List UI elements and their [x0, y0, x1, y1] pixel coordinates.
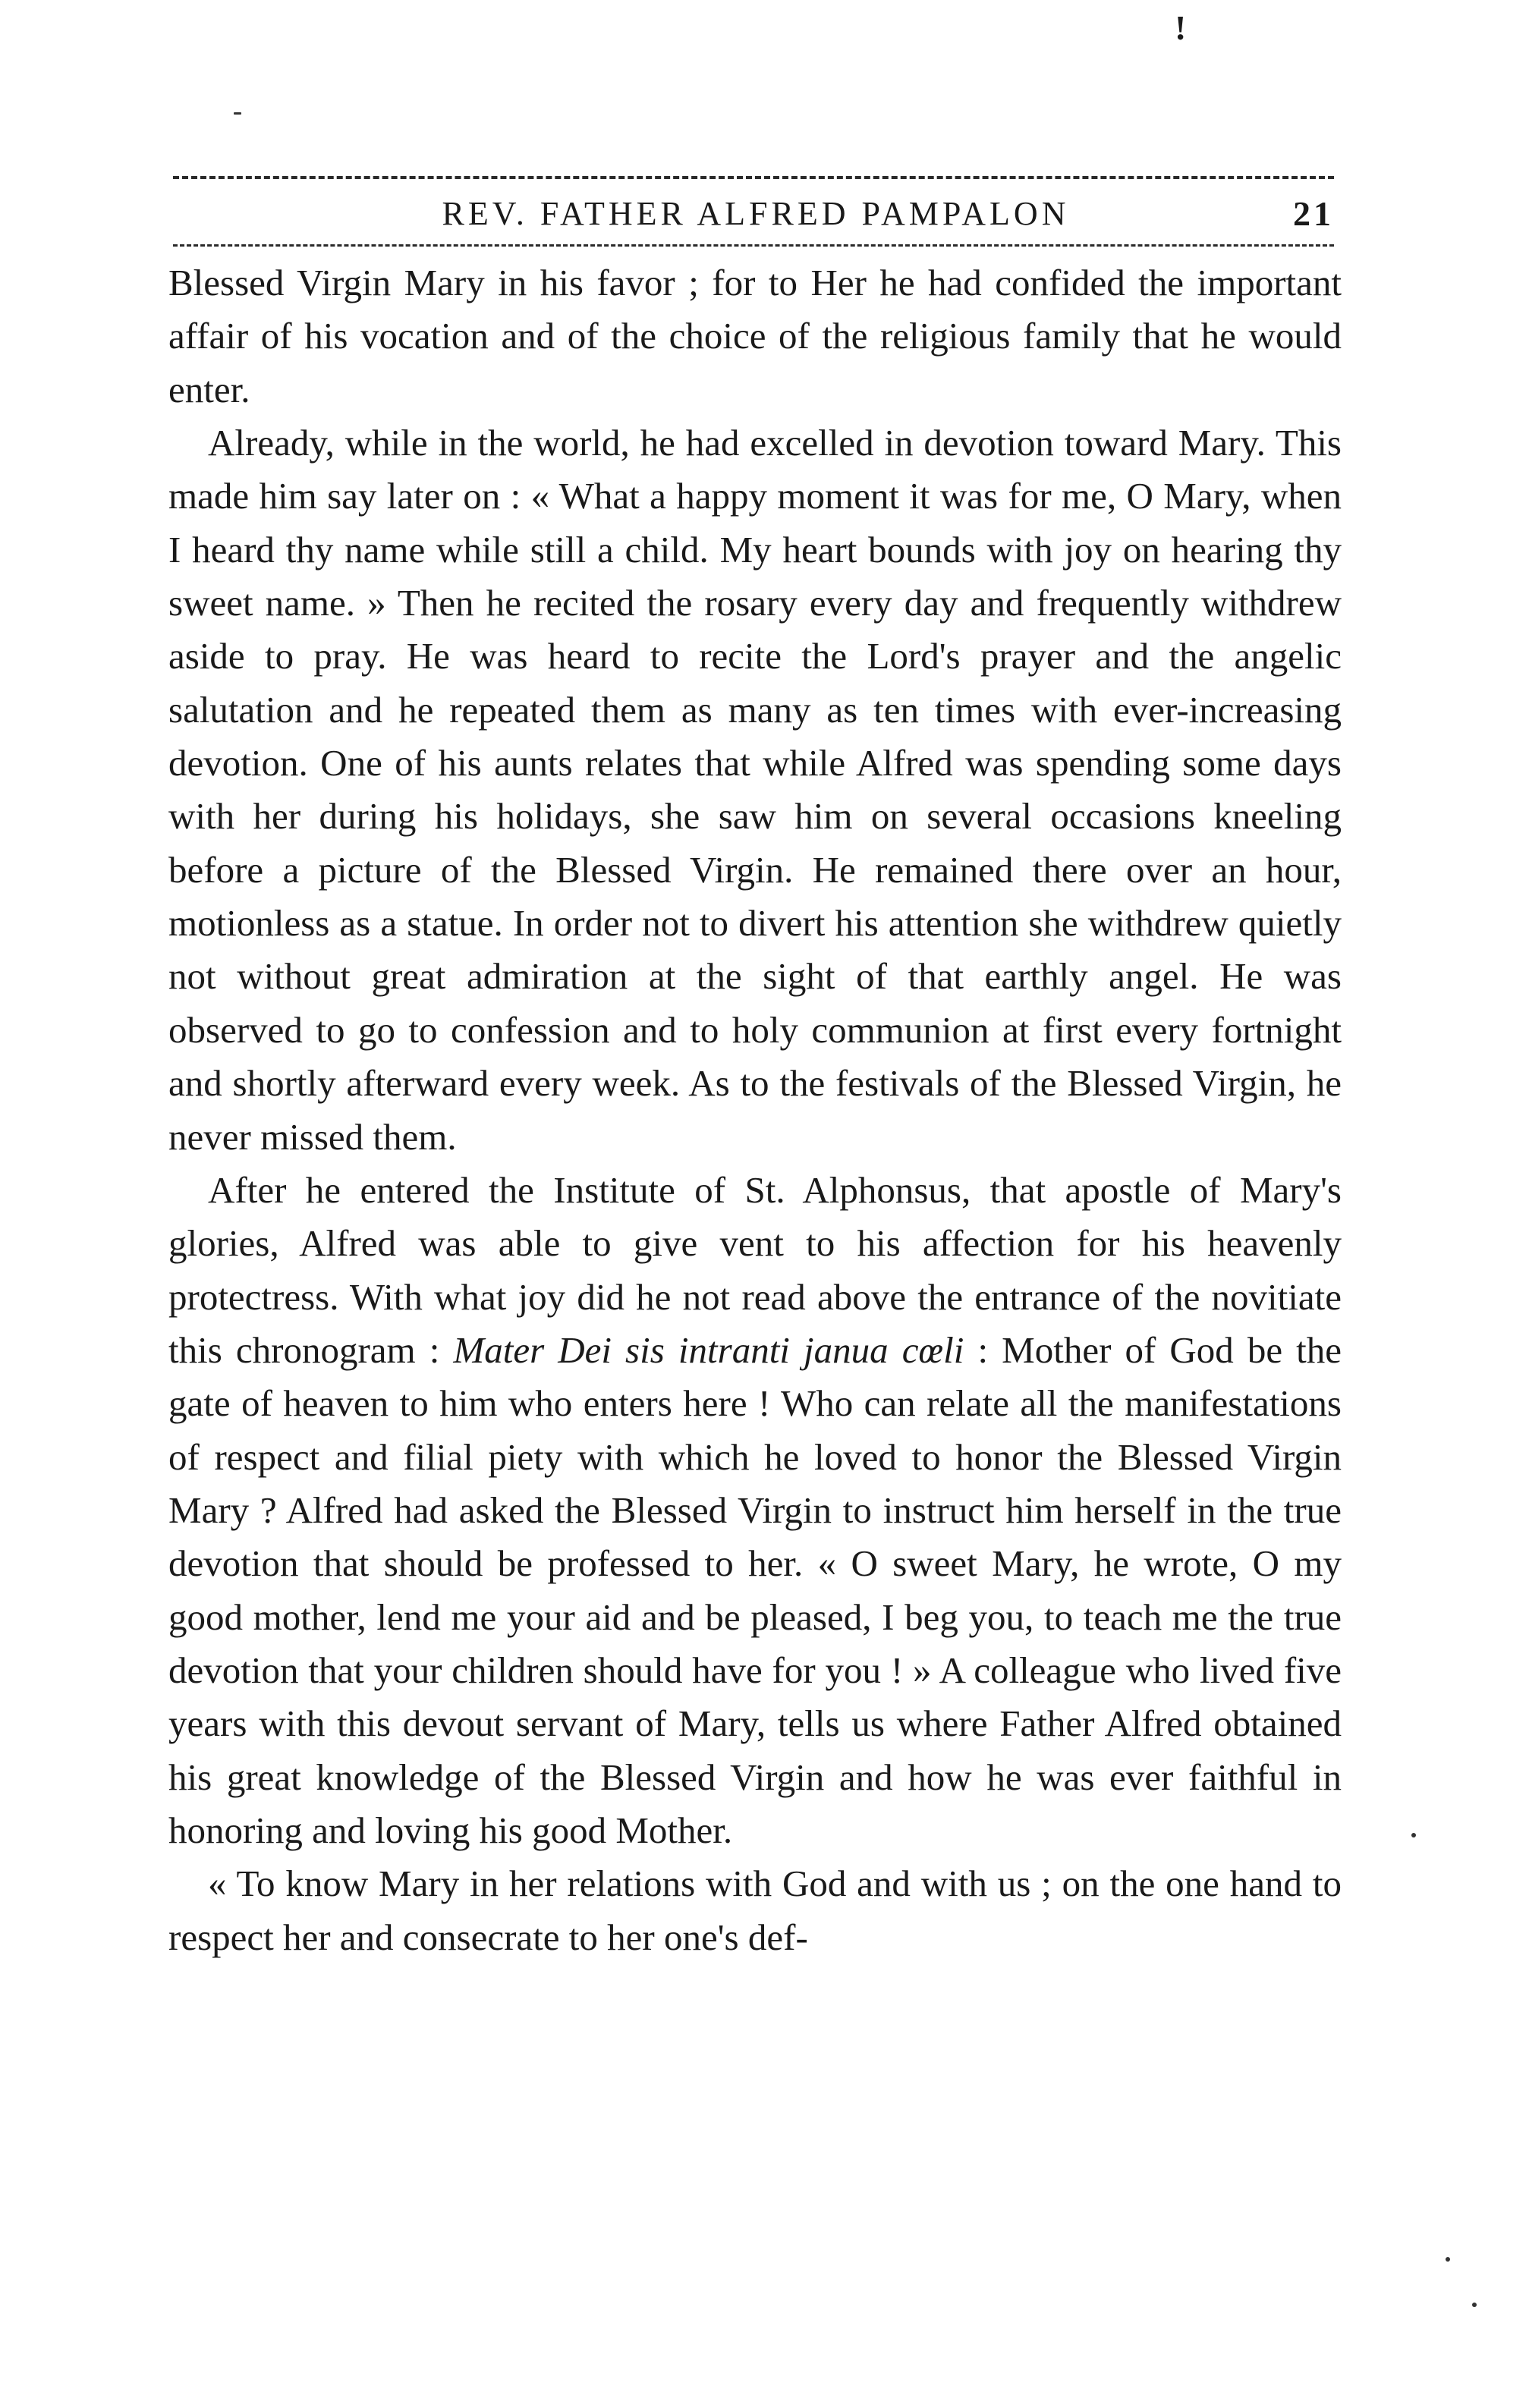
paragraph-3-rest: : Mother of God be the gate of heaven to him who enters here ! Who can relate all the manifestations of respect and filial piety with which he loved to honor the Blessed Virgin Mary ? Alfred had asked the Blessed Virgin to instruct him herself in the true devotion that should be professed to her. « O sweet Mary, he wrote, O my good mother, lend me your aid and be pleased, I beg you, to teach me the true devotion that your children should have for you ! » A colleague who lived five years with this devout servant of Mary, tells us where Father Alfred obtained his great knowledge of the Blessed Virgin and how he was ever faithful in honoring and loving his good Mother.: [168, 1328, 1342, 1851]
running-title: REV. FATHER ALFRED PAMPALON: [442, 194, 1070, 232]
corner-mark: !: [1175, 8, 1187, 47]
scan-speck: [1446, 2257, 1450, 2262]
scan-speck: [1472, 2303, 1477, 2307]
header-rule-top: [173, 176, 1334, 179]
paragraph-3-lead: After he entered the Institute of St. Alphonsus, that apostle of Mary's glories, Alfred was able to give vent to his affection for his heavenly protectress. With what joy did he not read above the entrance of the novitiate this chronogram :: [168, 1168, 1342, 1371]
latin-chronogram: Mater Dei sis intranti janua cœli: [453, 1328, 964, 1371]
paragraph-2: Already, while in the world, he had excelled in devotion toward Mary. This made him say later on : « What a happy moment it was for me, O Mary, when I heard thy name while still a child. My heart bounds with joy on hearing thy sweet name. » Then he recited the rosary every day and frequently withdrew aside to pray. He was heard to recite the Lord's prayer and the angelic salutation and he repeated them as many as ten times with ever-increasing devotion. One of his aunts relates that while Alfred was spending some days with her during his holidays, she saw him on several occasions kneeling before a picture of the Blessed Virgin. He remained there over an hour, motionless as a statue. In order not to divert his attention she withdrew quietly not without great admiration at the sight of that earthly angel. He was observed to go to confession and to holy communion at first every fortnight and shortly afterward every week. As to the festivals of the Blessed Virgin, he never missed them.: [168, 422, 1342, 1158]
page-number: 21: [1293, 193, 1334, 233]
paragraph-4: « To know Mary in her relations with God and with us ; on the one hand to respect her and consecrate to her one's def-: [168, 1863, 1342, 1958]
body-text: [168, 256, 1342, 1964]
paragraph-3: [168, 1164, 1342, 1857]
header-rule-bottom: [173, 244, 1334, 247]
running-head: [173, 187, 1334, 240]
paragraph-1: Blessed Virgin Mary in his favor ; for to Her he had confided the important affair of his vocation and of the choice of the religious family that he would enter.: [168, 262, 1342, 410]
scan-speck: [1411, 1833, 1416, 1837]
scan-speck: [234, 112, 241, 115]
